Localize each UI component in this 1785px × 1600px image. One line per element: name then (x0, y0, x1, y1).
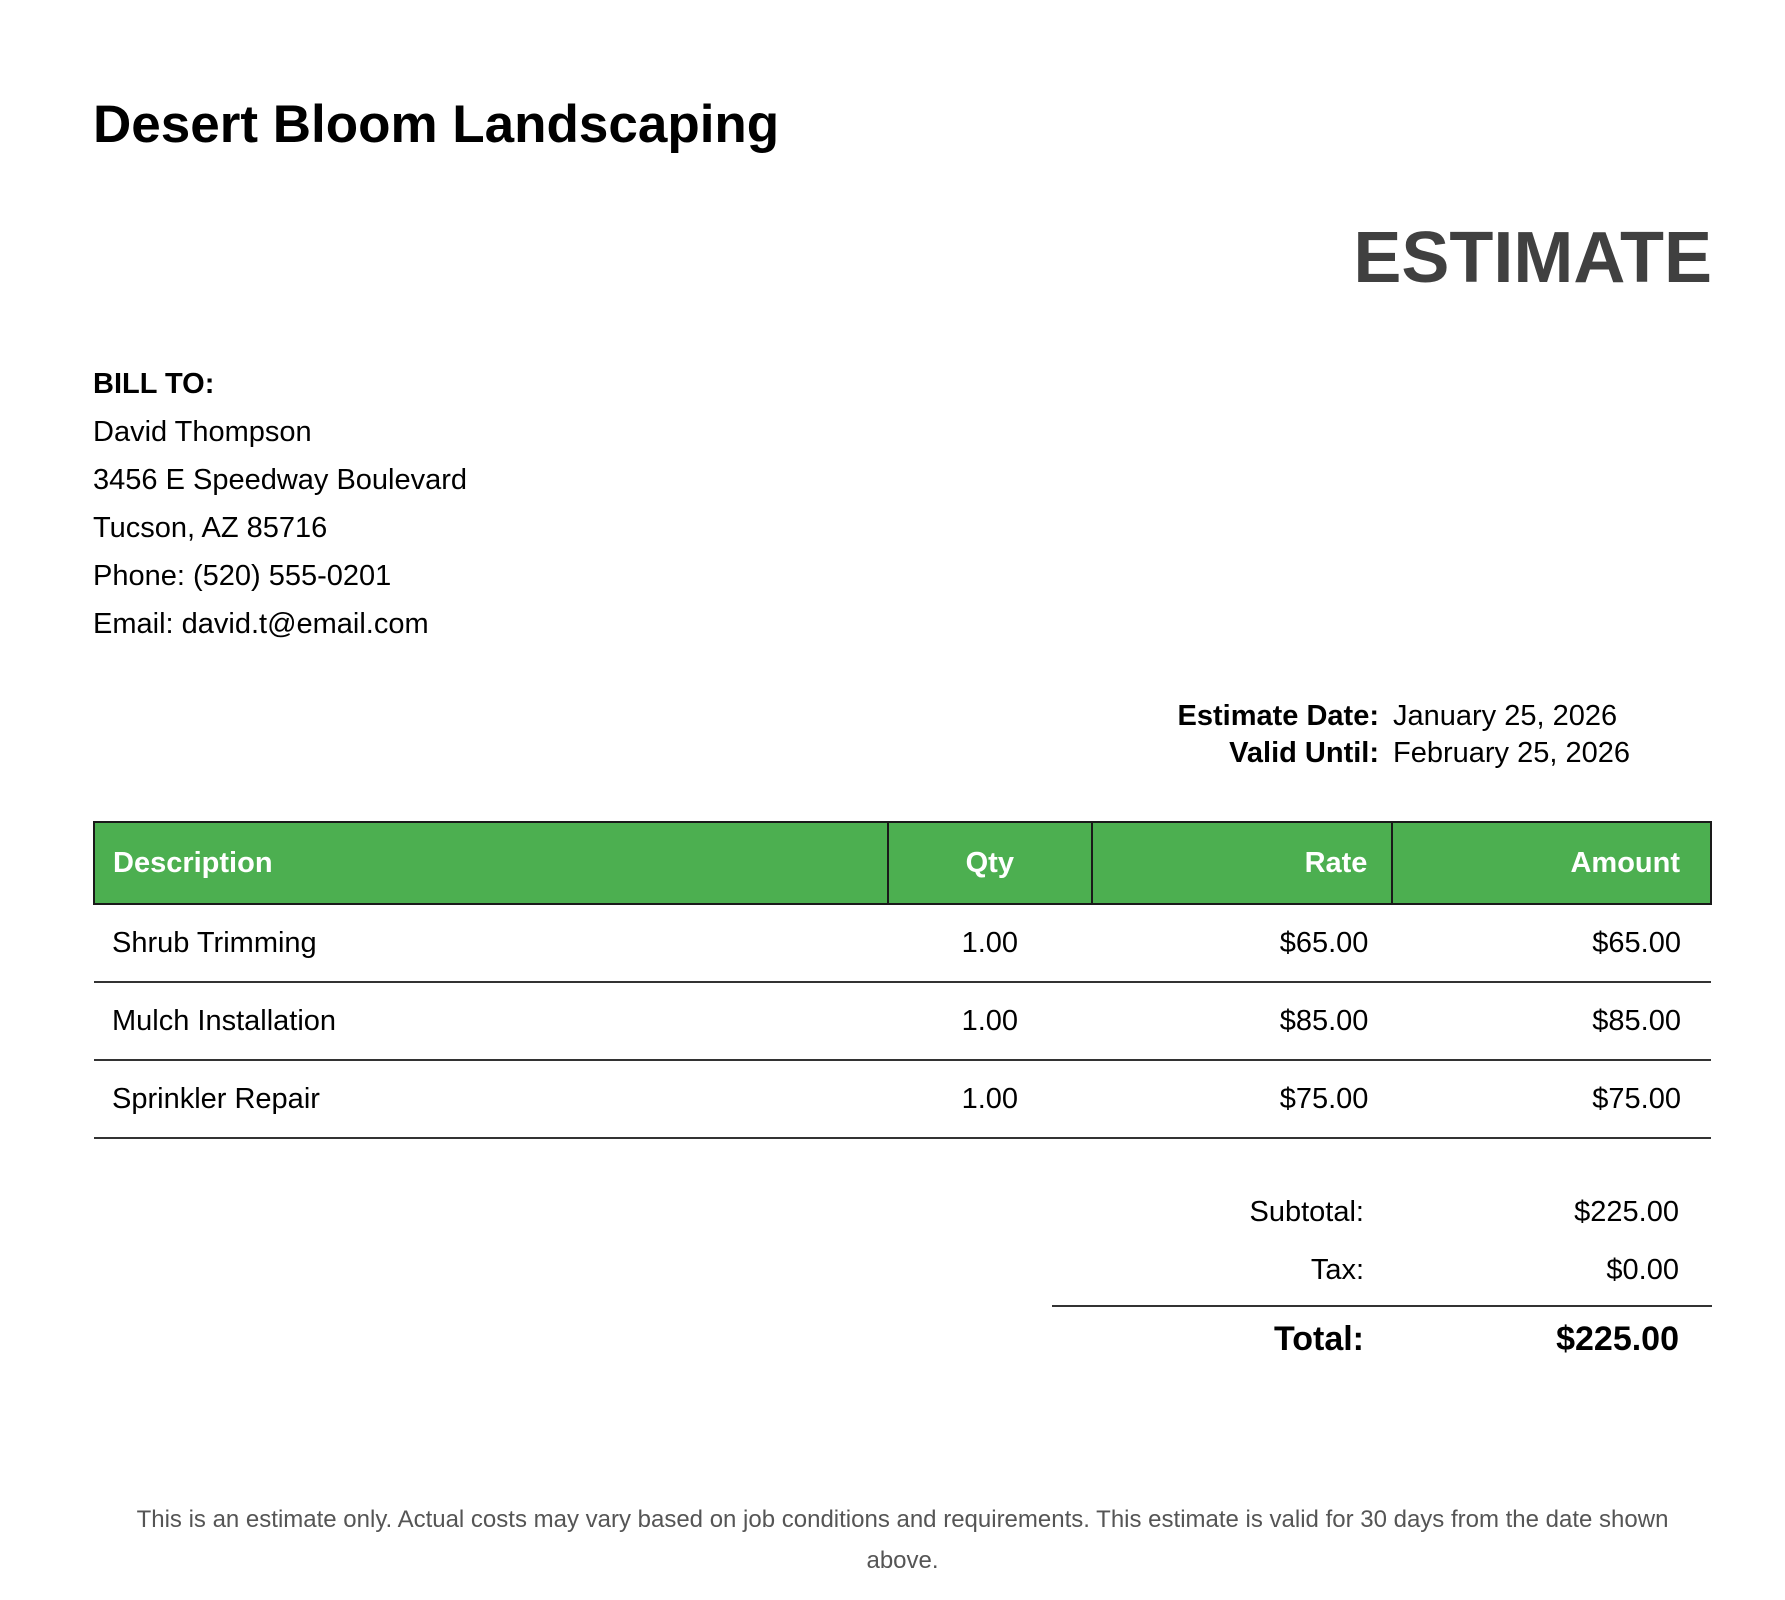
item-rate: $65.00 (1092, 904, 1393, 982)
item-description: Mulch Installation (94, 982, 888, 1060)
valid-until-label: Valid Until: (1229, 737, 1380, 770)
bill-to-address-line2: Tucson, AZ 85716 (93, 512, 328, 545)
bill-to-address-line1: 3456 E Speedway Boulevard (93, 464, 468, 497)
footer-note: This is an estimate only. Actual costs may vary based on job conditions and requirements. This estimate is valid for 30 days from the date shown above. (136, 1506, 1669, 1575)
column-header-rate: Rate (1092, 822, 1393, 904)
column-header-description: Description (94, 822, 888, 904)
bill-to-name: David Thompson (93, 416, 312, 449)
total-row (1052, 1305, 1712, 1359)
column-header-amount: Amount (1392, 822, 1711, 904)
total-label: Total: (1273, 1320, 1364, 1359)
tax-row (1052, 1241, 1712, 1299)
estimate-date-label: Estimate Date: (1177, 700, 1380, 733)
item-qty: 1.00 (888, 1060, 1092, 1138)
dates-section (1178, 698, 1630, 772)
company-name: Desert Bloom Landscaping (93, 95, 780, 154)
totals-section (1052, 1183, 1712, 1359)
table-row (94, 904, 1711, 982)
tax-value: $0.00 (1606, 1253, 1679, 1286)
bill-to-phone: Phone: (520) 555-0201 (93, 560, 392, 593)
subtotal-row (1052, 1183, 1712, 1241)
item-amount: $85.00 (1392, 982, 1711, 1060)
estimate-date-value: January 25, 2026 (1393, 700, 1618, 733)
item-qty: 1.00 (888, 982, 1092, 1060)
document-type-heading: ESTIMATE (1353, 218, 1712, 299)
column-header-qty: Qty (888, 822, 1092, 904)
total-value: $225.00 (1556, 1320, 1679, 1359)
table-header-row (94, 822, 1711, 904)
valid-until-value: February 25, 2026 (1393, 737, 1630, 770)
table-row (94, 1060, 1711, 1138)
item-amount: $75.00 (1392, 1060, 1711, 1138)
item-qty: 1.00 (888, 904, 1092, 982)
item-description: Sprinkler Repair (94, 1060, 888, 1138)
item-amount: $65.00 (1392, 904, 1711, 982)
line-items-table (93, 821, 1712, 1139)
item-description: Shrub Trimming (94, 904, 888, 982)
tax-label: Tax: (1310, 1253, 1364, 1286)
subtotal-value: $225.00 (1574, 1195, 1679, 1228)
bill-to-label: BILL TO: (93, 368, 215, 401)
item-rate: $85.00 (1092, 982, 1393, 1060)
bill-to-section (93, 360, 1712, 648)
bill-to-email: Email: david.t@email.com (93, 608, 429, 641)
table-row (94, 982, 1711, 1060)
item-rate: $75.00 (1092, 1060, 1393, 1138)
subtotal-label: Subtotal: (1249, 1195, 1364, 1228)
